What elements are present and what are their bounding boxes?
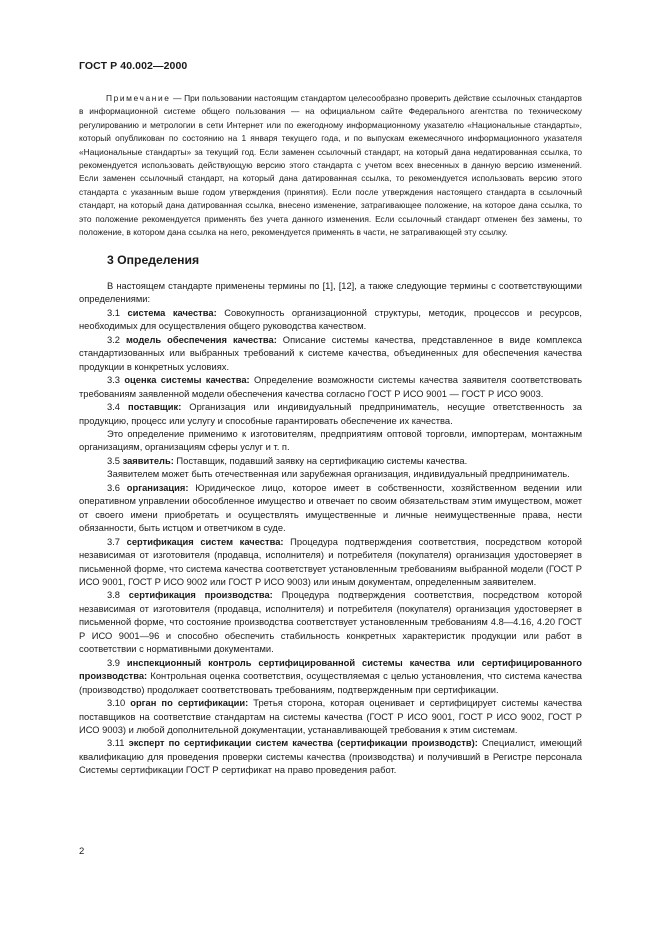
definition-number: 3.2 bbox=[107, 334, 126, 345]
definition-term: оценка системы качества: bbox=[124, 375, 250, 386]
definition-term: сертификация производства: bbox=[128, 590, 273, 601]
definition-number: 3.4 bbox=[107, 402, 128, 413]
definition-item bbox=[79, 657, 582, 697]
definition-item bbox=[79, 334, 582, 374]
definition-term: поставщик: bbox=[127, 402, 182, 413]
definition-number: 3.5 bbox=[107, 455, 123, 466]
definition-term: инспекционный контроль сертифицированной системы качества или сертифицированного производства: bbox=[79, 657, 582, 682]
definition-item bbox=[79, 697, 582, 737]
section-intro: В настоящем стандарте применены термины по [1], [12], а также следующие термины с соответствующими определениями: bbox=[79, 281, 582, 305]
definition-term: система качества: bbox=[127, 307, 217, 318]
definition-number: 3.1 bbox=[107, 307, 128, 318]
definition-term: организация: bbox=[126, 482, 189, 493]
section-body bbox=[79, 280, 582, 778]
definitions-list bbox=[79, 307, 582, 778]
definition-term: орган по сертификации: bbox=[130, 698, 249, 709]
definition-note: Это определение применимо к изготовителям, предприятиям оптовой торговли, импортерам, монтажным организациям, организациям сферы услуг и т. п. bbox=[79, 428, 582, 453]
definition-number: 3.6 bbox=[107, 482, 127, 493]
note-text: — При пользовании настоящим стандартом целесообразно проверить действие ссылочных стандартов в информационной системе общего пользования — на официальном сайте Федерального агентства по техническому регулированию и метрологии в сети Интернет или по ежегодному информационному указателю «Национальные стандарты», который опубликован по состоянию на 1 января текущего года, и по выпускам ежемесячного информационного указателя «Национальные стандарты» за текущий год. Если заменен ссылочный стандарт, на который дана недатированная ссылка, то рекомендуется использовать действующую версию этого стандарта с учетом всех внесенных в данную версию изменений. Если заменен ссылочный стандарт, на который дана датированная ссылка, то рекомендуется использовать версию этого стандарта с указанным выше годом утверждения (принятия). Если после утверждения настоящего стандарта в ссылочный стандарт, на который дана датированная ссылка, внесено изменение, затрагивающее положение, на которое дана ссылка, то это положение рекомендуется применять без учета данного изменения. Если ссылочный стандарт отменен без замены, то положение, в котором дана ссылка на него, рекомендуется применять в части, не затрагивающей эту ссылку. bbox=[79, 93, 582, 238]
definition-number: 3.8 bbox=[107, 590, 129, 601]
definition-text: Третья сторона, которая оценивает и сертифицирует системы качества поставщиков на соответствие стандартам на системы качества (ГОСТ Р ИСО 9001, ГОСТ Р ИСО 9002, ГОСТ Р ИСО 9003) и любой дополнительной документации, устанавливающей требования к этим системам. bbox=[79, 698, 582, 735]
definition-term: заявитель: bbox=[122, 455, 174, 466]
definition-item bbox=[79, 589, 582, 656]
definition-item bbox=[79, 455, 582, 468]
definition-term: модель обеспечения качества: bbox=[125, 334, 277, 345]
definitions-section bbox=[79, 252, 582, 778]
definition-item bbox=[79, 307, 582, 334]
section-title: 3 Определения bbox=[107, 253, 200, 267]
definition-text: Процедура подтверждения соответствия, посредством которой независимая от изготовителя (продавца, исполнителя) и потребителя (покупателя) организация удостоверяет в письменной форме, что состояние производства соответствует установленным требованиям 4.8—4.16, 4.20 ГОСТ Р ИСО 9001—96 и способно обеспечить стабильность конкретных характеристик продукции или работ в соответствии с нормативными документами. bbox=[79, 590, 583, 655]
definition-text: Контрольная оценка соответствия, осуществляемая с целью установления, что система качества (производство) продолжает соответствовать требованиям, подтвержденным при сертификации. bbox=[79, 671, 582, 695]
definition-text: Описание системы качества, представленное в виде комплекса стандартизованных или выбранных требований к системе качества, объединенных для обеспечения качества продукции в конкретных условиях. bbox=[79, 334, 583, 372]
definition-term: эксперт по сертификации систем качества (сертификации производств): bbox=[128, 738, 478, 749]
definition-item bbox=[79, 737, 582, 777]
page-number: 2 bbox=[79, 846, 85, 857]
definition-item bbox=[79, 374, 582, 401]
definition-text: Процедура подтверждения соответствия, посредством которой независимая от изготовителя (продавца, исполнителя) и потребителя (покупателя) организация удостоверяет в письменной форме, что система качества соответствует установленным требованиям выбранной модели (ГОСТ Р ИСО 9001, ГОСТ Р ИСО 9002 или ГОСТ Р ИСО 9003) или иным документам, определенным заявителем. bbox=[79, 536, 583, 587]
definition-text: Юридическое лицо, которое имеет в собственности, хозяйственном ведении или оперативном управлении обособленное имущество и отвечает по своим обязательствам этим имуществом, может от своего имени приобретать и осуществлять имущественные и личные неимущественные права, нести обязанности, быть истцом и ответчиком в суде. bbox=[79, 482, 582, 534]
definition-item bbox=[79, 536, 582, 590]
definition-text: Определение возможности системы качества заявителя соответствовать требованиям заявленной модели обеспечения качества согласно ГОСТ Р ИСО 9001 — ГОСТ Р ИСО 9003. bbox=[79, 375, 583, 399]
definition-number: 3.10 bbox=[107, 698, 131, 709]
definition-item bbox=[79, 401, 582, 428]
definition-number: 3.11 bbox=[107, 738, 129, 749]
note-label: Примечание bbox=[106, 93, 171, 103]
definition-term: сертификация систем качества: bbox=[126, 536, 284, 547]
definition-number: 3.7 bbox=[107, 536, 127, 547]
document-header: ГОСТ Р 40.002—2000 bbox=[79, 60, 188, 72]
definition-text: Поставщик, подавший заявку на сертификацию системы качества. bbox=[173, 455, 468, 466]
definition-number: 3.3 bbox=[107, 375, 125, 386]
definition-text: Совокупность организационной структуры, методик, процессов и ресурсов, необходимых для осуществления общего руководства качеством. bbox=[79, 307, 582, 332]
definition-item bbox=[79, 482, 582, 536]
definition-text: Организация или индивидуальный предприниматель, несущие ответственность за продукцию, процесс или услугу и способные гарантировать обеспечение их качества. bbox=[79, 402, 582, 426]
definition-note: Заявителем может быть отечественная или зарубежная организация, индивидуальный предприниматель. bbox=[107, 469, 570, 480]
definition-text: Специалист, имеющий квалификацию для проведения проверки системы качества (производства) и получивший в Регистре персонала Системы сертификации ГОСТ Р сертификат на право проведения работ. bbox=[79, 738, 582, 776]
reference-note bbox=[79, 92, 582, 239]
note-paragraph bbox=[79, 92, 582, 239]
definition-number: 3.9 bbox=[107, 657, 127, 668]
